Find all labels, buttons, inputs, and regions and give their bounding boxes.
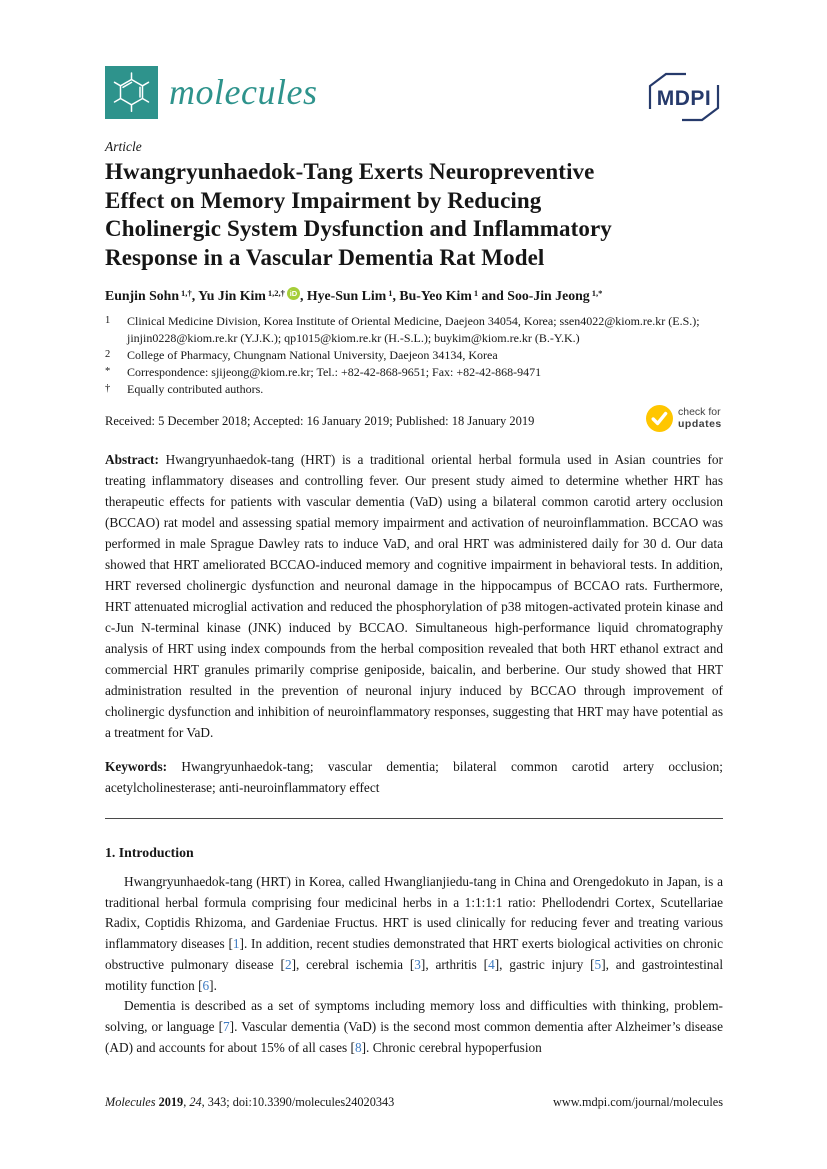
mdpi-logo xyxy=(645,70,723,124)
footer-journal-name: Molecules xyxy=(105,1095,159,1109)
citation-link[interactable]: 4 xyxy=(488,956,495,972)
check-icon xyxy=(646,405,673,432)
abstract-text: Hwangryunhaedok-tang (HRT) is a traditional oriental herbal formula used in Asian countries for treating inflammatory diseases and controlling fever. Our present study aimed to determine whether HRT has therapeutic effects for patients with vascular dementia (VaD) using a bilateral common carotid artery occlusion (BCCAO) rat model and assessing spatial memory impairment and activation of neuroinflammation. BCCAO was performed in male Sprague Dawley rats to induce VaD, and oral HRT was administered daily for 30 d. Our data showed that HRT ameliorated BCCAO-induced memory and cognitive impairment in behavioral tests. In addition, HRT reversed cholinergic dysfunction and neuronal damage in the hippocampus of BCCAO rats. Furthermore, HRT attenuated microglial activation and reduced the phosphorylation of p38 mitogen-activated protein kinase and c-Jun N-terminal kinase (JNK) induced by BCCAO. Simultaneous high-performance liquid chromatography analysis of HRT using index compounds from the herbal composition revealed that both HRT ethanol extract and commercial HRT granules primarily comprise geniposide, baicalin, and berberine. Our study showed that HRT administration resulted in the prevention of neuronal injury induced by BCCAO through improvement of cholinergic dysfunction and inhibition of neuroinflammatory responses, suggesting that HRT may have potential as a treatment for VaD. xyxy=(105,452,723,740)
footer-journal-url[interactable]: www.mdpi.com/journal/molecules xyxy=(553,1095,723,1109)
author xyxy=(507,288,602,303)
page-content xyxy=(105,0,723,1058)
journal-brand xyxy=(105,66,317,119)
author-separator: and xyxy=(478,288,508,303)
affiliation-marker: † xyxy=(105,383,111,394)
paragraph-text: Dementia is described as a set of symptoms including memory loss and difficulties with thinking, problem-solving, or language [ xyxy=(105,998,723,1034)
page-footer xyxy=(105,1095,723,1110)
dates-row xyxy=(105,406,723,430)
author-affil-sup: 1 xyxy=(473,287,479,298)
keywords-label: Keywords: xyxy=(105,759,168,774)
author xyxy=(399,288,507,303)
author-separator: , xyxy=(392,288,400,303)
affiliation-item xyxy=(105,364,723,381)
affiliation-text: Equally contributed authors. xyxy=(127,382,264,396)
author-line xyxy=(105,288,723,304)
author-name: Eunjin Sohn xyxy=(105,288,180,303)
molecules-logo-icon xyxy=(105,66,158,119)
section-divider xyxy=(105,818,723,819)
check-for-updates-badge[interactable] xyxy=(646,405,722,432)
journal-name: molecules xyxy=(169,72,318,112)
paragraph-text: ]. Vascular dementia (VaD) is the second most common dementia after Alzheimer’s disease (AD) and accounts for about 15% of all cases [ xyxy=(105,1018,723,1055)
paragraph-text: ], gastric injury [ xyxy=(494,956,595,972)
author-separator: , xyxy=(299,288,307,303)
paragraph-text: ], arthritis [ xyxy=(420,956,489,972)
footer-doi: , 343; doi:10.3390/molecules24020343 xyxy=(201,1095,395,1109)
affiliation-item xyxy=(105,313,723,347)
author-name: Yu Jin Kim xyxy=(198,288,266,303)
intro-paragraph xyxy=(105,996,723,1058)
affiliation-marker: 1 xyxy=(105,315,111,326)
paragraph-text: ]. xyxy=(209,977,217,993)
footer-year: 2019 xyxy=(158,1095,184,1109)
paragraph-text: ]. In addition, recent studies demonstrated that HRT exerts biological activities on chronic obstructive pulmonary disease [ xyxy=(105,936,723,972)
title-line: Hwangryunhaedok-Tang Exerts Neuropreventive xyxy=(105,159,595,184)
footer-citation: Molecules 2019, 24, 343; doi:10.3390/molecules24020343 xyxy=(105,1095,395,1109)
citation-link[interactable]: 1 xyxy=(232,936,240,952)
citation-link[interactable]: 5 xyxy=(594,956,602,972)
article-title xyxy=(105,158,723,272)
paragraph-text: ], and gastrointestinal motility function [ xyxy=(105,956,724,993)
author-affil-sup: 1,2,† xyxy=(267,287,285,298)
abstract xyxy=(105,449,723,743)
title-line: Cholinergic System Dysfunction and Inflammatory xyxy=(105,216,612,241)
affiliation-list xyxy=(105,313,723,398)
author xyxy=(307,288,400,303)
title-line: Response in a Vascular Dementia Rat Model xyxy=(105,244,545,270)
footer-volume: 24 xyxy=(189,1095,202,1109)
author-affil-sup: 1 xyxy=(388,287,393,298)
keywords xyxy=(105,756,723,798)
author xyxy=(105,288,198,303)
citation-link[interactable]: 6 xyxy=(202,977,210,993)
affiliation-text: Correspondence: sjijeong@kiom.re.kr; Tel.: +82-42-868-9651; Fax: +82-42-868-9471 xyxy=(127,365,542,379)
author-affil-sup: 1,* xyxy=(591,287,603,298)
author xyxy=(198,288,307,303)
citation-link[interactable]: 3 xyxy=(414,956,421,972)
author-name: Soo-Jin Jeong xyxy=(507,288,590,303)
author-affil-sup: 1,† xyxy=(181,287,192,298)
affiliation-marker: * xyxy=(105,366,111,377)
paragraph-text: ]. Chronic cerebral hypoperfusion xyxy=(361,1039,542,1055)
svg-text:MDPI: MDPI xyxy=(656,87,712,110)
affiliation-item xyxy=(105,347,723,364)
section-heading-introduction: 1. Introduction xyxy=(105,845,194,860)
author-name: Hye-Sun Lim xyxy=(306,288,387,303)
citation-link[interactable]: 8 xyxy=(354,1039,362,1055)
paragraph-text: ], cerebral ischemia [ xyxy=(291,956,415,972)
citation-link[interactable]: 7 xyxy=(223,1018,230,1034)
affiliation-marker: 2 xyxy=(105,349,111,360)
affiliation-text: Clinical Medicine Division, Korea Institute of Oriental Medicine, Daejeon 34054, Korea; ssen4022@kiom.re.kr (E.S.); jinjin0228@kiom.re.kr (Y.J.K.); qp1015@kiom.re.kr (H.-S.L.); buykim@kiom.re.kr (B.-Y.K.) xyxy=(127,314,700,345)
author-name: Bu-Yeo Kim xyxy=(399,288,472,303)
orcid-icon[interactable]: iD xyxy=(287,287,300,300)
intro-paragraph xyxy=(105,872,723,996)
badge-line2: updates xyxy=(678,417,722,430)
abstract-label: Abstract: xyxy=(105,452,159,467)
check-for-updates-label xyxy=(678,407,722,430)
author-separator: , xyxy=(191,288,199,303)
article-type-label: Article xyxy=(105,139,142,154)
dates-line: Received: 5 December 2018; Accepted: 16 January 2019; Published: 18 January 2019 xyxy=(105,414,535,428)
masthead xyxy=(105,66,723,124)
keywords-text: Hwangryunhaedok-tang; vascular dementia; bilateral common carotid artery occlusion; acetylcholinesterase; anti-neuroinflammatory effect xyxy=(105,759,723,795)
affiliation-item xyxy=(105,381,723,398)
badge-line1: check for xyxy=(678,406,721,418)
title-line: Effect on Memory Impairment by Reducing xyxy=(105,187,542,213)
citation-link[interactable]: 2 xyxy=(284,956,292,972)
paragraph-text: Hwangryunhaedok-tang (HRT) in Korea, called Hwanglianjiedu-tang in China and Orengedokuto in Japan, is a traditional herbal formula comprising four medicinal herbs in a 1:1:1:1 ratio: Phellodendri Cortex, Scutellariae Radix, Coptidis Rhizoma, and Gardeniae Fructus. HRT is used clinically for reducing fever and treating various inflammatory diseases [ xyxy=(105,874,723,952)
affiliation-text: College of Pharmacy, Chungnam National University, Daejeon 34134, Korea xyxy=(127,348,498,362)
